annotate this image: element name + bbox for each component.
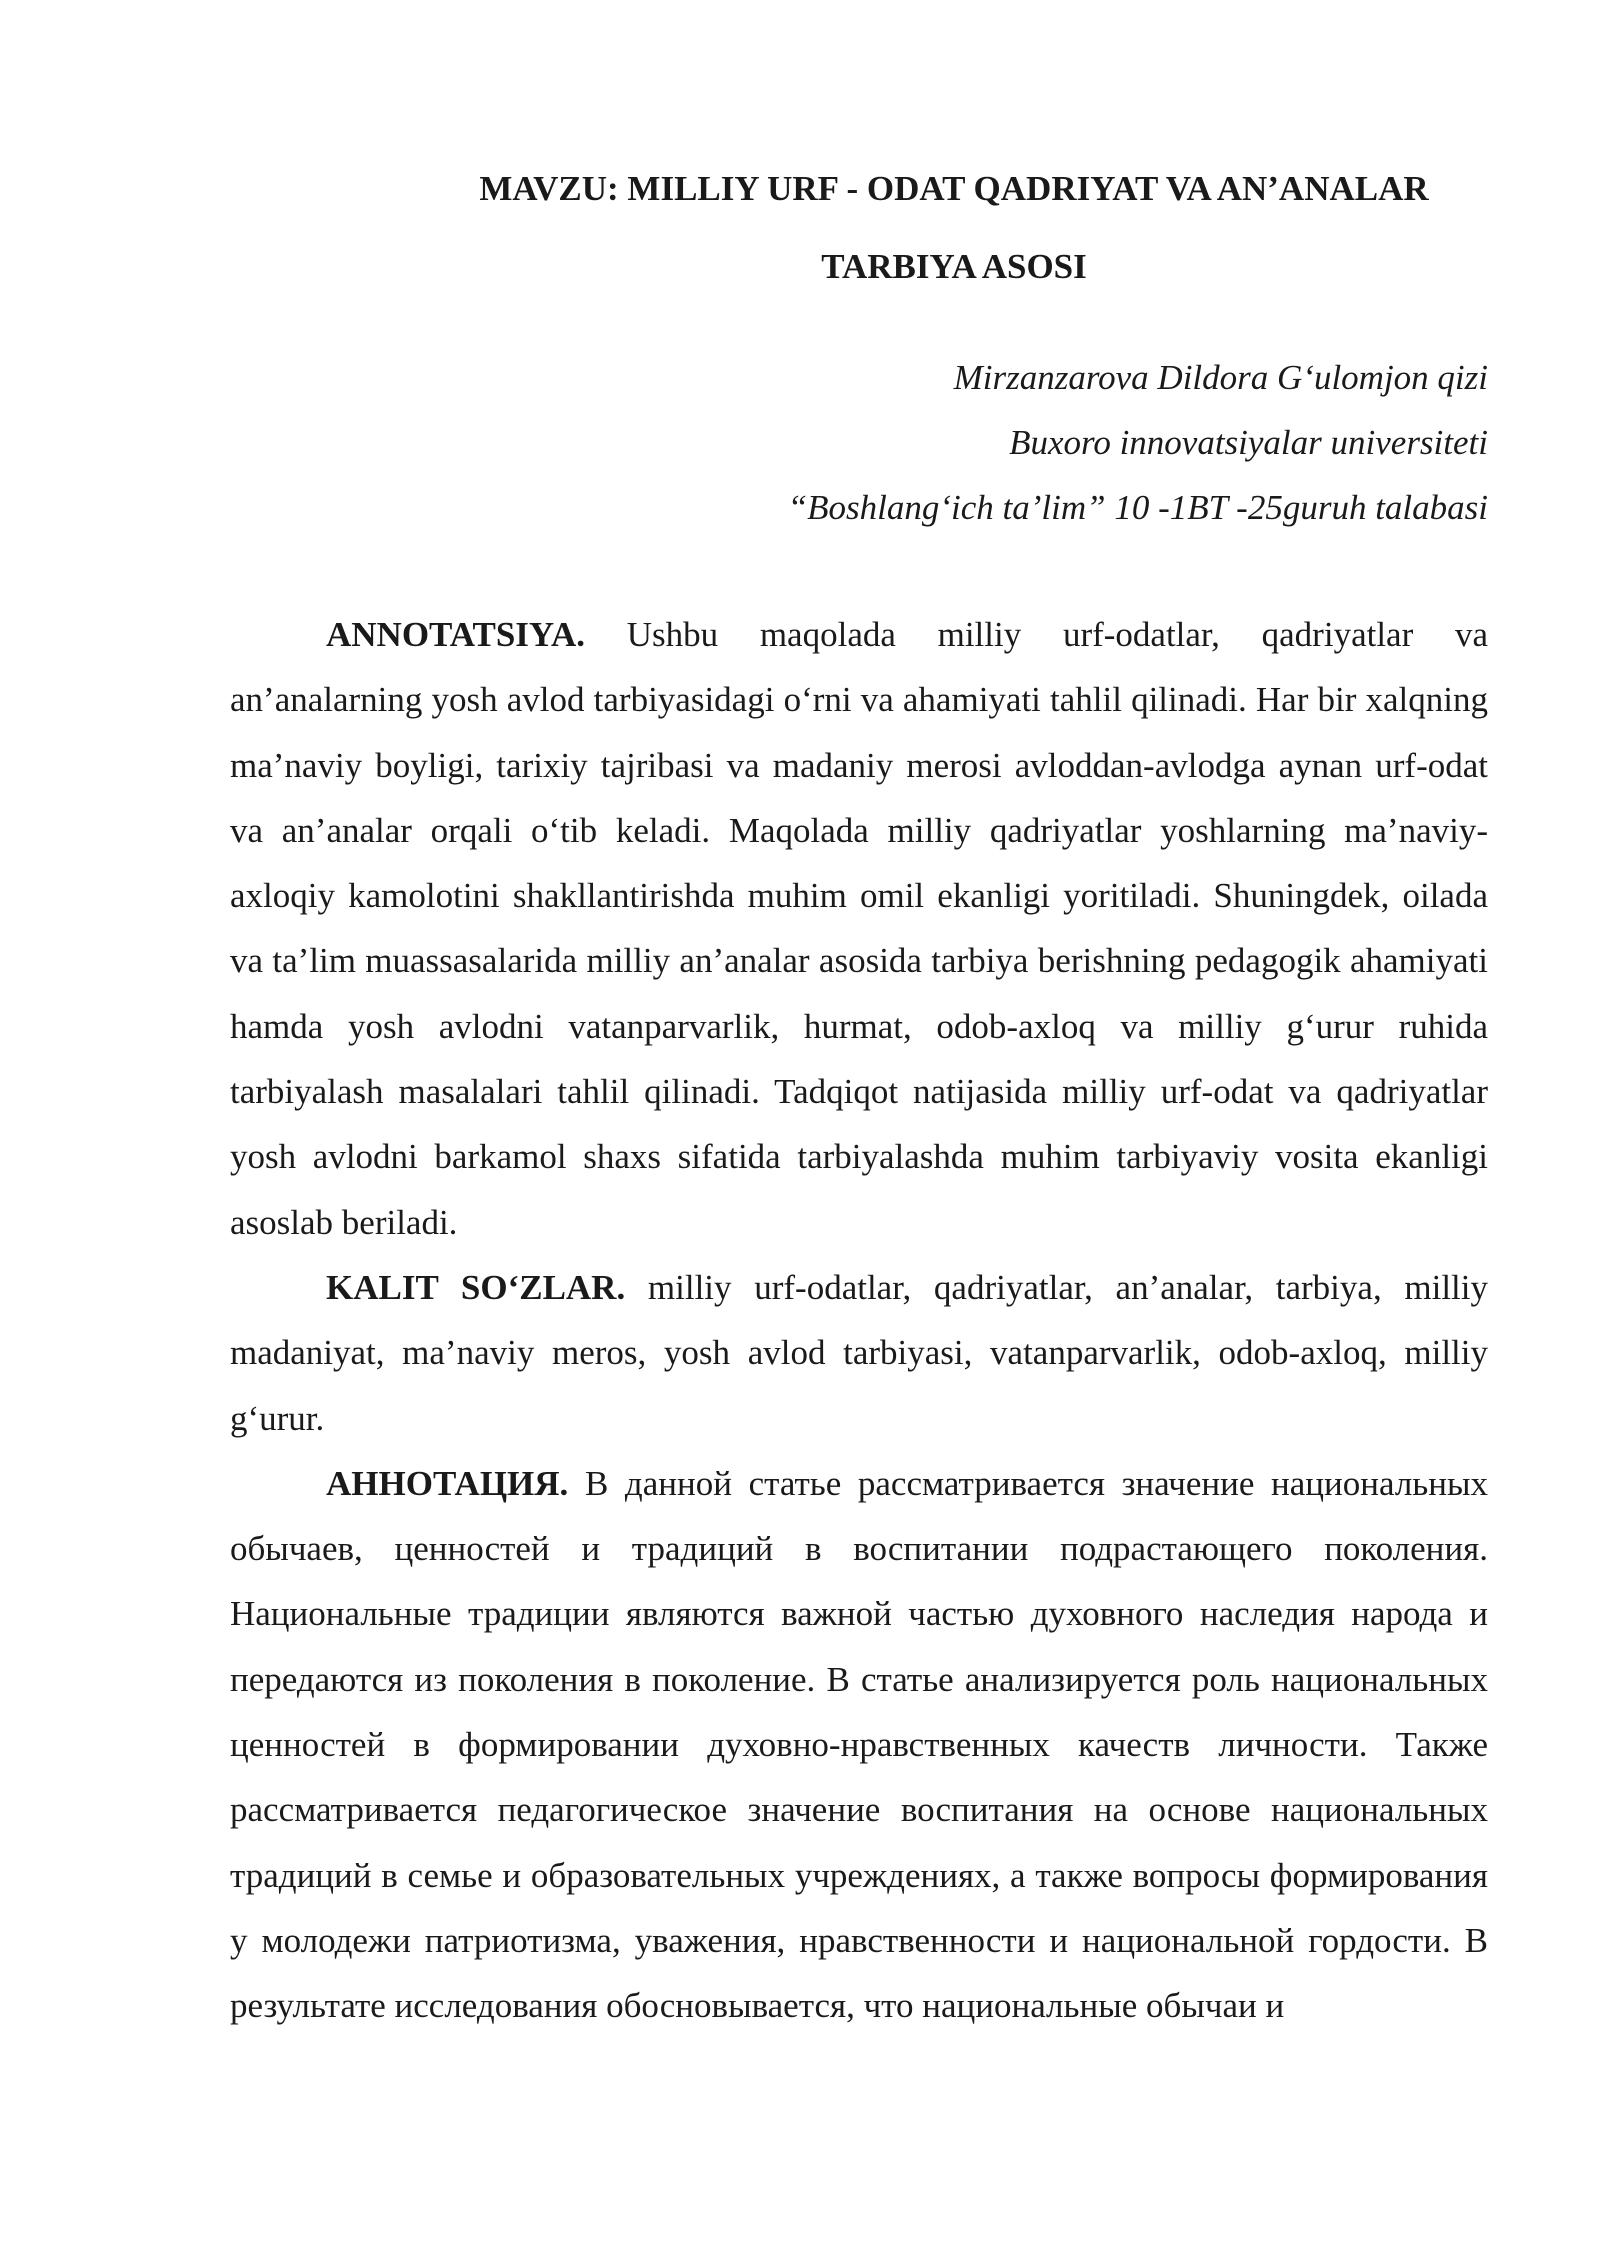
annotation-uz [230, 602, 1488, 1255]
keywords-uz [230, 1255, 1488, 1451]
title-line-2: TARBIYA ASOSI [821, 247, 1087, 286]
title-line-1: MAVZU: MILLIY URF - ODAT QADRIYAT VA AN’ANALAR [479, 169, 1429, 208]
author-info [788, 345, 1488, 540]
article-title [230, 150, 1488, 306]
author-group: “Boshlang‘ich ta’lim” 10 -1BT -25guruh talabasi [787, 488, 1488, 527]
keywords-uz-text: milliy urf-odatlar, qadriyatlar, an’analar, tarbiya, milliy madaniyat, ma’naviy meros, yosh avlod tarbiyasi, vatanparvarlik, odob-axloq, milliy g‘urur. [230, 1267, 1489, 1438]
article-body [230, 602, 1488, 2039]
author-university: Buxoro innovatsiyalar universiteti [1009, 423, 1488, 462]
annotation-ru-label: АННОТАЦИЯ. [326, 1463, 569, 1503]
keywords-uz-label: KALIT SO‘ZLAR. [326, 1267, 626, 1307]
author-name: Mirzanzarova Dildora G‘ulomjon qizi [953, 358, 1488, 397]
annotation-ru [230, 1451, 1488, 2039]
document-page [230, 0, 1488, 2262]
annotation-uz-text: Ushbu maqolada milliy urf-odatlar, qadriyatlar va an’analarning yosh avlod tarbiyasidagi o‘rni va ahamiyati tahlil qilinadi. Har bir xalqning ma’naviy boyligi, tarixiy tajribasi va madaniy merosi avloddan-avlodga aynan urf-odat va an’analar orqali o‘tib keladi. Maqolada milliy qadriyatlar yoshlarning ma’naviy-axloqiy kamolotini shakllantirishda muhim omil ekanligi yoritiladi. Shuningdek, oilada va ta’lim muassasalarida milliy an’analar asosida tarbiya berishning pedagogik ahamiyati hamda yosh avlodni vatanparvarlik, hurmat, odob-axloq va milliy g‘urur ruhida tarbiyalash masalalari tahlil qilinadi. Tadqiqot natijasida milliy urf-odat va qadriyatlar yosh avlodni barkamol shaxs sifatida tarbiyalashda muhim tarbiyaviy vosita ekanligi asoslab beriladi. [230, 615, 1488, 1242]
annotation-uz-label: ANNOTATSIYA. [326, 615, 585, 654]
annotation-ru-text: В данной статье рассматривается значение национальных обычаев, ценностей и традиций в воспитании подрастающего поколения. Национальные традиции являются важной частью духовного наследия народа и передаются из поколения в поколение. В статье анализируется роль национальных ценностей в формировании духовно-нравственных качеств личности. Также рассматривается педагогическое значение воспитания на основе национальных традиций в семье и образовательных учреждениях, а также вопросы формирования у молодежи патриотизма, уважения, нравственности и национальной гордости. В результате исследования обосновывается, что национальные обычаи и [230, 1463, 1488, 2026]
